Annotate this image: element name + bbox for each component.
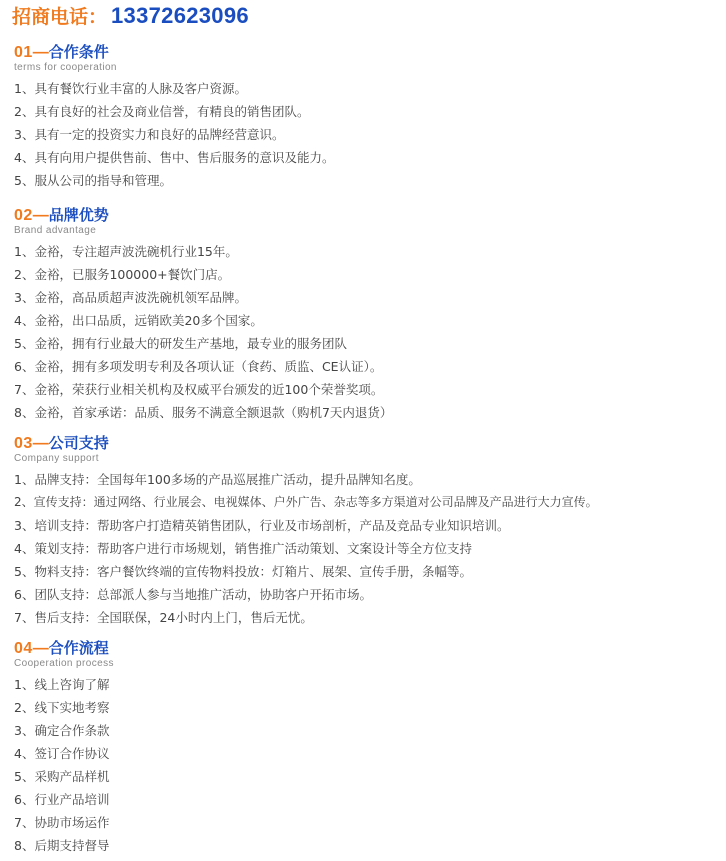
section-number: 04 [14, 640, 33, 657]
list-item: 5、服从公司的指导和管理。 [14, 173, 172, 188]
section-subtitle: Company support [14, 453, 99, 464]
section-dash: — [32, 44, 49, 61]
section-subtitle: Brand advantage [14, 225, 97, 236]
section-number: 02 [14, 207, 33, 224]
section-cooperation-terms [14, 42, 714, 192]
list-item: 4、策划支持：帮助客户进行市场规划，销售推广活动策划、文案设计等全方位支持 [14, 541, 472, 556]
section-list [14, 673, 714, 857]
hotline-number: 13372623096 [111, 3, 249, 28]
list-item: 3、确定合作条款 [14, 723, 110, 738]
list-item: 6、团队支持：总部派人参与当地推广活动，协助客户开拓市场。 [14, 587, 372, 602]
list-item: 2、金裕，已服务100000+餐饮门店。 [14, 267, 231, 282]
list-item: 7、金裕，荣获行业相关机构及权威平台颁发的近100个荣誉奖项。 [14, 382, 384, 397]
list-item: 3、金裕，高品质超声波洗碗机领军品牌。 [14, 290, 247, 305]
section-subtitle: terms for cooperation [14, 62, 117, 73]
section-heading [14, 433, 714, 453]
section-dash: — [32, 435, 49, 452]
list-item: 7、售后支持：全国联保，24小时内上门，售后无忧。 [14, 610, 313, 625]
list-item: 5、金裕，拥有行业最大的研发生产基地，最专业的服务团队 [14, 336, 347, 351]
section-title: 品牌优势 [48, 206, 109, 224]
section-title: 公司支持 [48, 434, 109, 452]
section-dash: — [32, 640, 49, 657]
list-item: 5、采购产品样机 [14, 769, 110, 784]
list-item: 4、签订合作协议 [14, 746, 110, 761]
hotline-label: 招商电话： [12, 6, 108, 28]
section-title: 合作流程 [48, 639, 109, 657]
section-list [14, 240, 714, 424]
list-item: 4、具有向用户提供售前、售中、售后服务的意识及能力。 [14, 150, 335, 165]
list-item: 1、具有餐饮行业丰富的人脉及客户资源。 [14, 81, 247, 96]
hotline [12, 2, 249, 30]
list-item: 2、宣传支持：通过网络、行业展会、电视媒体、户外广告、杂志等多方渠道对公司品牌及产品进行大力宣传。 [14, 495, 598, 509]
section-subtitle: Cooperation process [14, 658, 114, 669]
list-item: 6、行业产品培训 [14, 792, 110, 807]
section-title: 合作条件 [48, 43, 109, 61]
list-item: 2、具有良好的社会及商业信誉，有精良的销售团队。 [14, 104, 310, 119]
list-item: 3、培训支持：帮助客户打造精英销售团队，行业及市场剖析，产品及竞品专业知识培训。 [14, 518, 510, 533]
list-item: 2、线下实地考察 [14, 700, 110, 715]
section-list [14, 468, 714, 629]
list-item: 1、金裕，专注超声波洗碗机行业15年。 [14, 244, 238, 259]
section-cooperation-process [14, 638, 714, 857]
section-number: 01 [14, 44, 33, 61]
section-heading [14, 42, 714, 62]
list-item: 1、线上咨询了解 [14, 677, 110, 692]
section-company-support [14, 433, 714, 629]
section-brand-advantage [14, 205, 714, 424]
list-item: 1、品牌支持：全国每年100多场的产品巡展推广活动，提升品牌知名度。 [14, 472, 421, 487]
section-heading [14, 638, 714, 658]
list-item: 6、金裕，拥有多项发明专利及各项认证（食药、质监、CE认证）。 [14, 359, 383, 374]
list-item: 3、具有一定的投资实力和良好的品牌经营意识。 [14, 127, 285, 142]
section-number: 03 [14, 435, 33, 452]
list-item: 8、金裕，首家承诺：品质、服务不满意全额退款（购机7天内退货） [14, 405, 393, 420]
section-list [14, 77, 714, 192]
list-item: 7、协助市场运作 [14, 815, 110, 830]
list-item: 5、物料支持：客户餐饮终端的宣传物料投放：灯箱片、展架、宣传手册，条幅等。 [14, 564, 472, 579]
list-item: 4、金裕，出口品质，远销欧美20多个国家。 [14, 313, 263, 328]
list-item: 8、后期支持督导 [14, 838, 110, 853]
section-dash: — [32, 207, 49, 224]
section-heading [14, 205, 714, 225]
